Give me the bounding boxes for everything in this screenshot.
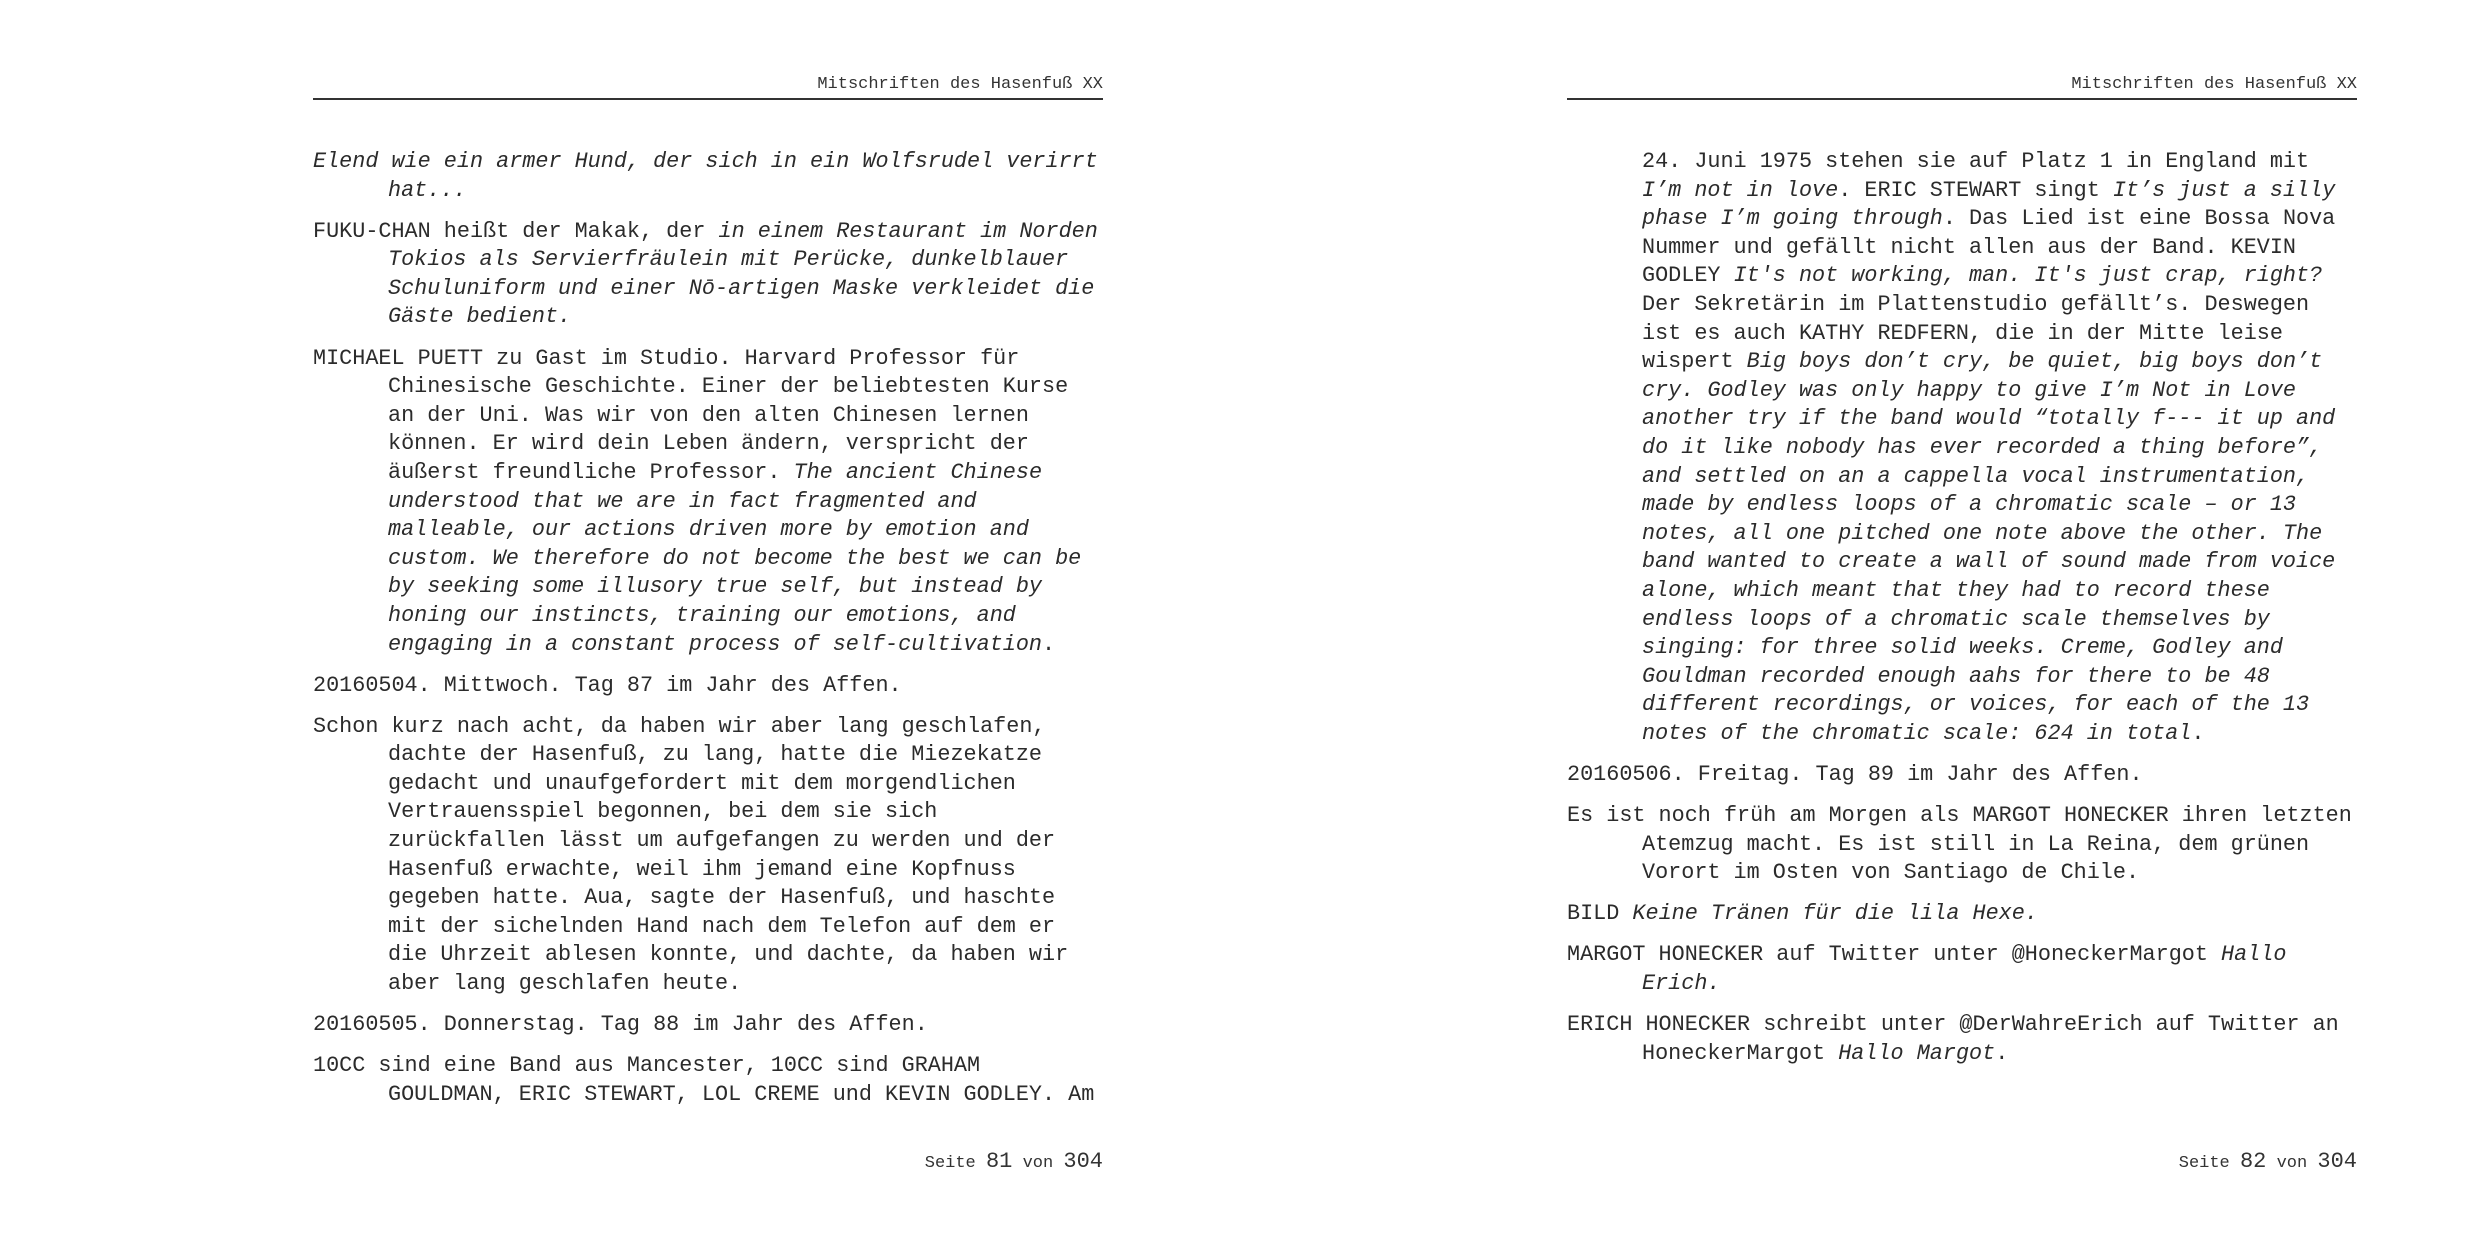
italic-text: Big boys don’t cry, be quiet, big boys don’t cry. Godley was only happy to give I’m Not in Love another try if the band would “totally f--- it up and do it like nobody has ever recorded a thing before”, and settled on an a cappella vocal instrumentation, made by endless loops of a chromatic scale – or 13 notes, all one pitched one note above the other. The band wanted to create a wall of sound made from voice alone, which meant that they had to record these endless loops of a chromatic scale themselves by singing: for three solid weeks. Creme, Godley and Gouldman recorded enough aahs for there to be 48 different recordings, or voices, for each of the 13 notes of the chromatic scale: 624 in total: [1642, 349, 2336, 746]
page-total: 304: [2317, 1149, 2357, 1174]
paragraph: [1567, 148, 2357, 748]
page-body: [1567, 148, 2357, 1081]
italic-text: in einem Restaurant im Norden Tokios als Servierfräulein mit Perücke, dunkelblauer Schuluniform und einer Nō-artigen Maske verkleidet die Gäste bedient.: [388, 218, 1098, 330]
footer-sep: von: [2276, 1154, 2308, 1173]
text-run: MICHAEL PUETT zu Gast im Studio. Harvard Professor für Chinesische Geschichte. Einer der beliebtesten Kurse an der Uni. Was wir von den alten Chinesen lernen können. Er wird dein Leben ändern, verspricht der äußerst freundliche Professor.: [313, 345, 1069, 485]
page-number: 81: [985, 1149, 1013, 1174]
paragraph: [1567, 802, 2357, 888]
text-run: BILD: [1567, 901, 1633, 927]
footer-prefix: Seite: [924, 1154, 976, 1173]
paragraph: [313, 1011, 1103, 1040]
italic-text: Hallo Erich.: [1642, 942, 2287, 997]
running-header: Mitschriften des Hasenfuß XX: [313, 72, 1103, 100]
page-footer: [925, 1148, 1103, 1178]
italic-text: The ancient Chinese understood that we are in fact fragmented and malleable, our actions driven more by emotion and custom. We therefore do not become the best we can be by seeking some illusory true self, but instead by honing our instincts, training our emotions, and engaging in a constant process of self-cultivation: [388, 459, 1082, 657]
paragraph: [1567, 1011, 2357, 1068]
italic-text: I’m not in love: [1642, 177, 1839, 203]
italic-text: Keine Tränen für die lila Hexe.: [1632, 901, 2038, 927]
left-page: [313, 0, 1103, 1240]
paragraph: [1567, 941, 2357, 998]
paragraph: [313, 672, 1103, 701]
page-body: [313, 148, 1103, 1122]
paragraph: [313, 713, 1103, 999]
paragraph: [1567, 761, 2357, 790]
text-run: Es ist noch früh am Morgen als MARGOT HONECKER ihren letzten Atemzug macht. Es ist still in La Reina, dem grünen Vorort im Osten von Santiago de Chile.: [1567, 803, 2352, 886]
text-run: 10CC sind eine Band aus Mancester, 10CC sind GRAHAM GOULDMAN, ERIC STEWART, LOL CREME und KEVIN GODLEY. Am: [313, 1053, 1095, 1107]
text-run: FUKU-CHAN heißt der Makak, der: [313, 218, 719, 244]
paragraph: [313, 1052, 1103, 1109]
text-run: . Das Lied ist eine Bossa Nova Nummer und gefällt nicht allen aus der Band. KEVIN GODLEY: [1642, 206, 2336, 289]
page-number: 82: [2239, 1149, 2267, 1174]
text-run: .: [1042, 631, 1056, 657]
footer-prefix: Seite: [2178, 1154, 2230, 1173]
paragraph: [313, 345, 1103, 660]
italic-text: Hallo Margot: [1838, 1040, 1996, 1066]
paragraph: [313, 218, 1103, 332]
text-run: 20160505. Donnerstag. Tag 88 im Jahr des Affen.: [313, 1012, 928, 1038]
text-run: ERICH HONECKER schreibt unter @DerWahreErich auf Twitter an HoneckerMargot: [1567, 1012, 2339, 1066]
text-run: MARGOT HONECKER auf Twitter unter @HoneckerMargot: [1567, 942, 2222, 968]
text-run: Der Sekretärin im Plattenstudio gefällt’s. Deswegen ist es auch KATHY REDFERN, die in der Mitte leise wispert: [1642, 291, 2310, 375]
text-run: 20160506. Freitag. Tag 89 im Jahr des Affen.: [1567, 761, 2143, 787]
text-run: 20160504. Mittwoch. Tag 87 im Jahr des Affen.: [313, 672, 902, 698]
italic-text: It’s just a silly phase I’m going through: [1642, 177, 2336, 232]
text-run: 24. Juni 1975 stehen sie auf Platz 1 in England mit: [1642, 149, 2310, 174]
running-header: Mitschriften des Hasenfuß XX: [1567, 72, 2357, 100]
footer-sep: von: [1022, 1154, 1054, 1173]
text-run: .: [2191, 720, 2205, 746]
text-run: . ERIC STEWART singt: [1838, 177, 2113, 203]
text-run: Schon kurz nach acht, da haben wir aber lang geschlafen, dachte der Hasenfuß, zu lang, hatte die Miezekatze gedacht und unaufgefordert mit dem morgendlichen Vertrauensspiel begonnen, bei dem sie sich zurückfallen lässt um aufgefangen zu werden und der Hasenfuß erwachte, weil ihm jemand eine Kopfnuss gegeben hatte. Aua, sagte der Hasenfuß, und haschte mit der sichelnden Hand nach dem Telefon auf dem er die Uhrzeit ablesen konnte, und dachte, da haben wir aber lang geschlafen heute.: [313, 713, 1069, 997]
page-footer: [2179, 1148, 2357, 1178]
right-page: [1567, 0, 2357, 1240]
italic-text: It's not working, man. It's just crap, right?: [1733, 263, 2323, 289]
italic-text: Elend wie ein armer Hund, der sich in ein Wolfsrudel verirrt hat...: [313, 149, 1098, 203]
page-total: 304: [1063, 1149, 1103, 1174]
text-run: .: [1995, 1040, 2009, 1066]
paragraph: [1567, 900, 2357, 929]
paragraph: [313, 148, 1103, 205]
